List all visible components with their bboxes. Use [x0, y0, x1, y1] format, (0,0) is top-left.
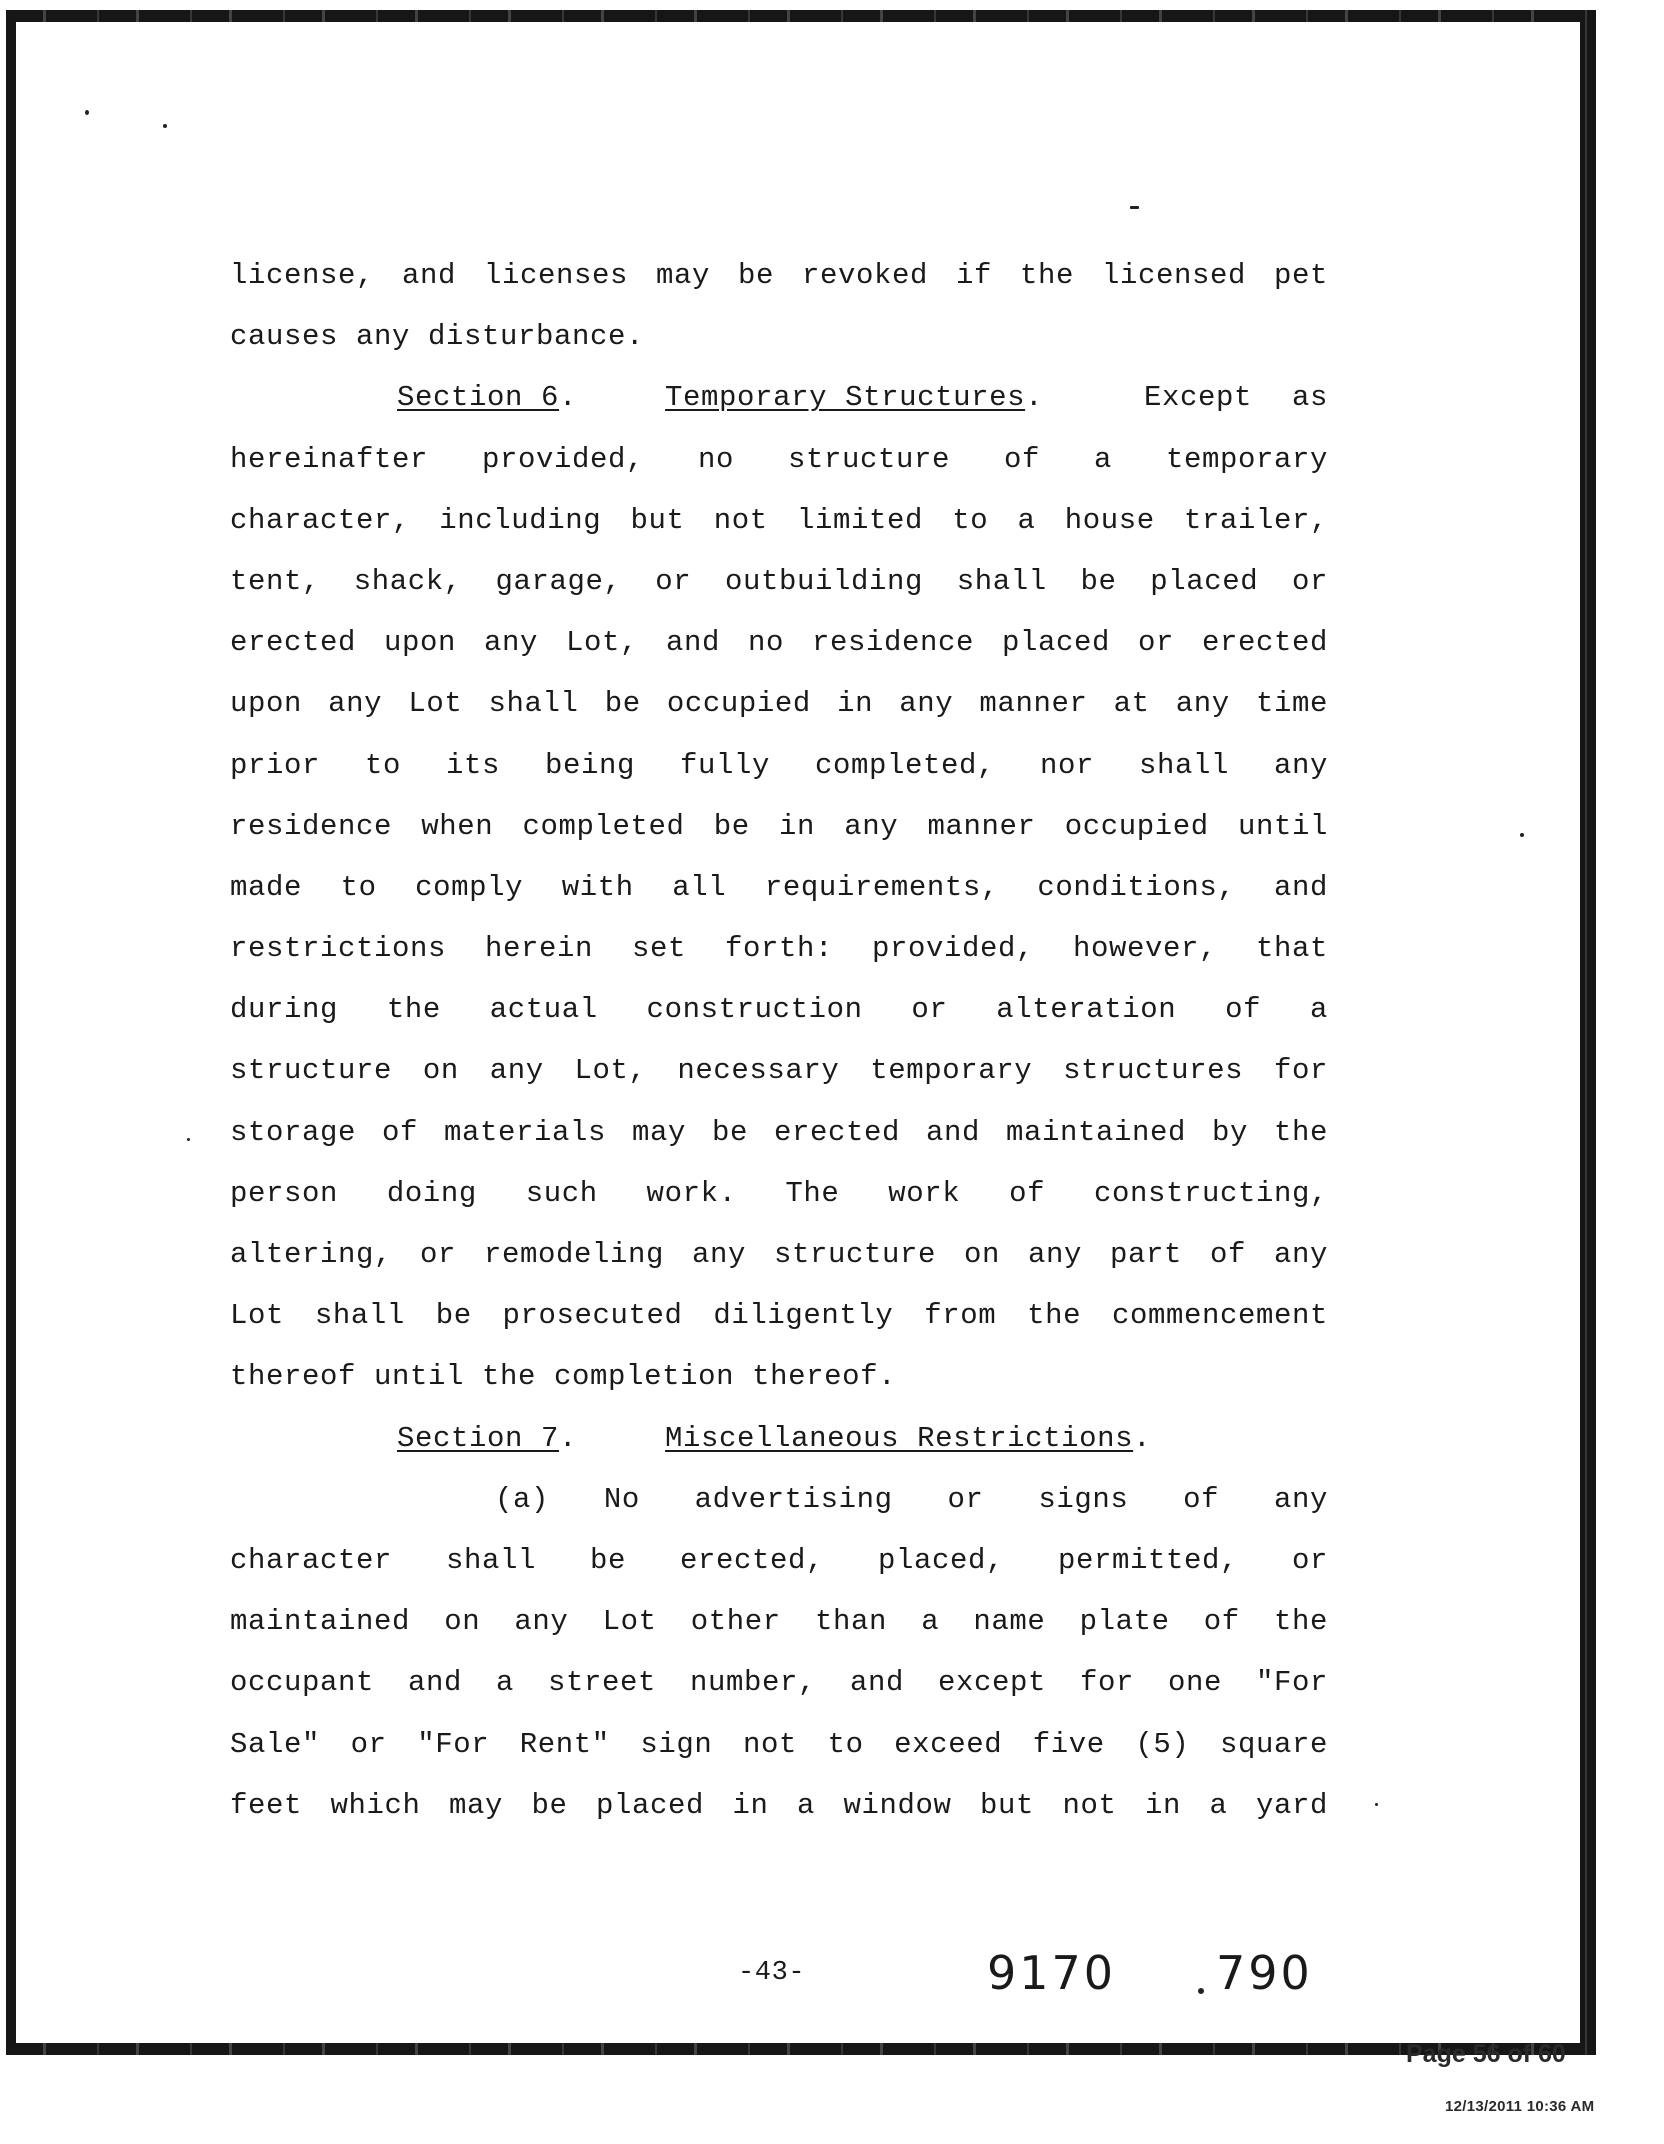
body-line: feet which may be placed in a window but not in a yard	[230, 1788, 1328, 1822]
subsection-a-word: signs	[1038, 1482, 1129, 1516]
body-line: hereinafter provided, no structure of a temporary	[230, 442, 1328, 476]
body-line: maintained on any Lot other than a name plate of the	[230, 1605, 1328, 1639]
scan-speck	[163, 124, 167, 128]
body-line: occupant and a street number, and except for one "For	[230, 1666, 1328, 1700]
body-line: causes any disturbance.	[230, 320, 645, 354]
body-line: tent, shack, garage, or outbuilding shall be placed or	[230, 564, 1328, 598]
subsection-a-word: No	[603, 1482, 640, 1516]
body-line: restrictions herein set forth: provided, however, that	[230, 932, 1328, 966]
recording-page-number: 790	[1216, 1946, 1313, 2000]
body-line: during the actual construction or alteration of a	[230, 993, 1328, 1027]
subsection-a-word: advertising	[694, 1482, 893, 1516]
section-6-title: Temporary Structures.	[665, 381, 1044, 415]
scan-speck	[85, 110, 89, 115]
body-line: Lot shall be prosecuted diligently from the commencement	[230, 1299, 1328, 1333]
subsection-a-label: (a)	[495, 1482, 550, 1516]
section-6-heading	[230, 367, 1328, 428]
body-line: Sale" or "For Rent" sign not to exceed five (5) square	[230, 1727, 1328, 1761]
section-7-title: Miscellaneous Restrictions.	[665, 1421, 1152, 1455]
scan-speck	[1375, 1803, 1378, 1806]
section-7-number: Section 7.	[397, 1421, 578, 1455]
scan-speck	[1520, 833, 1524, 837]
body-line: storage of materials may be erected and maintained by the	[230, 1115, 1328, 1149]
body-line: license, and licenses may be revoked if the licensed pet	[230, 259, 1328, 292]
body-line: upon any Lot shall be occupied in any manner at any time	[230, 687, 1328, 721]
page-number: -43-	[738, 1958, 806, 1988]
scan-speck	[1198, 1988, 1204, 1994]
section-7-heading	[230, 1408, 1328, 1469]
body-line: person doing such work. The work of constructing,	[230, 1176, 1328, 1210]
subsection-a-word: or	[947, 1482, 984, 1516]
scan-speck	[1130, 206, 1139, 209]
body-line: altering, or remodeling any structure on any part of any	[230, 1238, 1328, 1271]
subsection-a-first-line	[230, 1469, 1328, 1530]
body-line: structure on any Lot, necessary temporary structures for	[230, 1054, 1328, 1088]
section-6-lead-text: Except as	[1143, 381, 1328, 415]
body-line: character shall be erected, placed, permitted, or	[230, 1543, 1328, 1577]
scan-speck	[187, 1138, 190, 1141]
body-line: residence when completed be in any manner occupied until	[230, 809, 1328, 843]
subsection-a-word: any	[1273, 1482, 1328, 1516]
page-of-stamp: Page 56 of 60	[1406, 2040, 1566, 2068]
section-6-number: Section 6.	[397, 381, 578, 415]
body-line: character, including but not limited to a house trailer,	[230, 503, 1328, 537]
body-line: thereof until the completion thereof.	[230, 1360, 897, 1394]
body-line: erected upon any Lot, and no residence placed or erected	[230, 626, 1328, 660]
document-body	[230, 245, 1328, 1836]
body-line: made to comply with all requirements, conditions, and	[230, 870, 1328, 904]
subsection-a-word: of	[1183, 1482, 1220, 1516]
print-timestamp: 12/13/2011 10:36 AM	[1445, 2098, 1595, 2115]
body-line: prior to its being fully completed, nor shall any	[230, 748, 1328, 782]
recording-book-number: 9170	[987, 1946, 1117, 2000]
